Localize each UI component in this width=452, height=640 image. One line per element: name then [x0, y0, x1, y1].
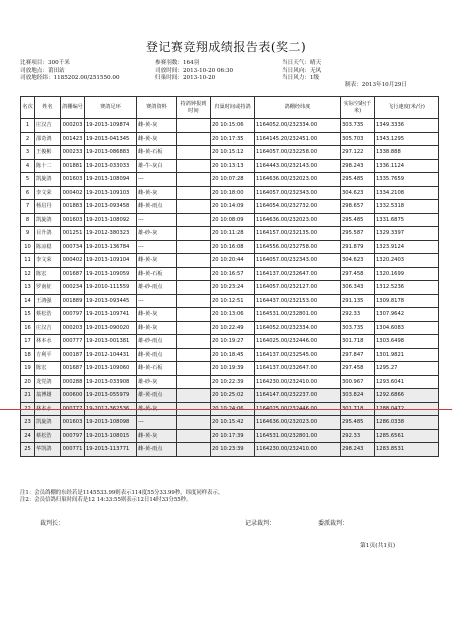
table-cell: 295.485 — [341, 173, 375, 187]
table-cell: 20 10:12:51 — [211, 294, 255, 308]
table-cell — [177, 227, 211, 241]
table-cell: 9 — [21, 227, 35, 241]
table-cell: 20 10:17:35 — [211, 132, 255, 146]
table-cell — [177, 308, 211, 322]
column-header: 鸽棚编号 — [61, 97, 85, 119]
table-cell: 翁博雄 — [35, 389, 61, 403]
table-cell: 雌-黄-灰 — [137, 132, 177, 146]
table-cell: 1164531.00/232801.00 — [255, 308, 341, 322]
table-cell: 1164052.00/232334.00 — [255, 119, 341, 133]
table-cell — [177, 362, 211, 376]
table-cell: 20 10:22:49 — [211, 321, 255, 335]
table-cell: 19-2013-108098 — [85, 416, 137, 430]
table-cell: 雌-黄-灰 — [137, 186, 177, 200]
table-cell: --- — [137, 240, 177, 254]
table-cell: 000234 — [61, 281, 85, 295]
weather: 当日天气：晴天 — [282, 60, 322, 66]
table-cell: 4 — [21, 159, 35, 173]
table-cell: 25 — [21, 443, 35, 457]
table-cell: --- — [137, 173, 177, 187]
table-cell: 蔡松浩 — [35, 308, 61, 322]
table-cell: 000203 — [61, 321, 85, 335]
table-cell: 陈十二 — [35, 159, 61, 173]
table-cell: 295.485 — [341, 213, 375, 227]
column-header: 姓名 — [35, 97, 61, 119]
table-cell: 雌-黄-灰 — [137, 429, 177, 443]
table-cell: 19-2013-109059 — [85, 267, 137, 281]
table-cell: 19-2012-380323 — [85, 227, 137, 241]
table-cell: 1164057.00/232127.00 — [255, 281, 341, 295]
release-time: 司放时间：2013-10-20 06:30 — [155, 67, 234, 74]
table-cell: 雌-黄-石板 — [137, 362, 177, 376]
table-cell — [177, 389, 211, 403]
table-cell: 297.458 — [341, 362, 375, 376]
column-header: 实际空距(千米) — [341, 97, 375, 119]
table-cell — [177, 254, 211, 268]
table-cell: 000203 — [61, 119, 85, 133]
table-cell: --- — [137, 416, 177, 430]
wind-direction: 当日风向：无风 — [282, 67, 322, 74]
table-cell: 001889 — [61, 294, 85, 308]
table-cell — [177, 429, 211, 443]
table-cell: 1164636.00/232023.00 — [255, 173, 341, 187]
table-cell: 1292.6866 — [375, 389, 439, 403]
table-cell: 20 10:16:57 — [211, 267, 255, 281]
table-cell: 19-2012-104431 — [85, 348, 137, 362]
note-1: 注1：会员鸽棚的东经若是1145533.99则表示114度55分33.99秒，纬度同样表示。 — [20, 490, 224, 496]
table-cell: 18 — [21, 348, 35, 362]
table-cell: 24 — [21, 429, 35, 443]
table-cell — [177, 186, 211, 200]
table-cell: 295.485 — [341, 416, 375, 430]
table-cell: 1331.6875 — [375, 213, 439, 227]
table-row — [21, 348, 439, 362]
table-cell: 邵奇鸿 — [35, 132, 61, 146]
table-row — [21, 254, 439, 268]
table-cell: 7 — [21, 200, 35, 214]
table-cell — [177, 132, 211, 146]
table-cell: 17 — [21, 335, 35, 349]
table-cell: 王俊彬 — [35, 146, 61, 160]
table-cell: 8 — [21, 213, 35, 227]
table-cell: 20 10:23:39 — [211, 443, 255, 457]
table-cell: 1164025.00/232446.00 — [255, 335, 341, 349]
table-cell: 雄-砂-雨点 — [137, 335, 177, 349]
table-cell: 1343.1295 — [375, 132, 439, 146]
table-cell: 297.122 — [341, 146, 375, 160]
red-divider-line — [0, 409, 452, 410]
table-cell: 000771 — [61, 443, 85, 457]
table-body — [21, 119, 439, 457]
table-cell: 300.967 — [341, 375, 375, 389]
table-row — [21, 200, 439, 214]
table-cell: 19-2013-001381 — [85, 335, 137, 349]
table-cell: 1164230.00/232410.00 — [255, 375, 341, 389]
table-cell: 20 10:15:06 — [211, 119, 255, 133]
table-cell: 001603 — [61, 173, 85, 187]
table-cell: 19-2013-108092 — [85, 213, 137, 227]
table-row — [21, 281, 439, 295]
table-cell: 20 10:07:28 — [211, 173, 255, 187]
table-cell: 1285.6561 — [375, 429, 439, 443]
table-cell: 雌-黄-石板 — [137, 267, 177, 281]
table-cell: 000777 — [61, 335, 85, 349]
table-cell: 000797 — [61, 308, 85, 322]
table-cell: 1164057.00/232258.00 — [255, 146, 341, 160]
table-cell — [177, 294, 211, 308]
table-cell: 1164137.00/232545.00 — [255, 348, 341, 362]
table-cell — [177, 267, 211, 281]
table-cell: 000402 — [61, 186, 85, 200]
table-cell: 292.33 — [341, 429, 375, 443]
table-cell: 001423 — [61, 132, 85, 146]
column-header: 赛鸽资料 — [137, 97, 177, 119]
table-cell: 雄-砂-灰 — [137, 375, 177, 389]
table-cell: 6 — [21, 186, 35, 200]
table-cell: 1164636.00/232023.00 — [255, 213, 341, 227]
table-cell: 10 — [21, 240, 35, 254]
table-cell: 20 10:18:00 — [211, 186, 255, 200]
table-cell: 1164057.00/232343.00 — [255, 186, 341, 200]
table-cell: 292.33 — [341, 308, 375, 322]
page-number: 第1页(共1页) — [360, 543, 396, 549]
table-cell: 1312.5236 — [375, 281, 439, 295]
table-cell: 1164636.00/232023.00 — [255, 416, 341, 430]
table-cell: 291.135 — [341, 294, 375, 308]
table-cell: 雌-黄-灰 — [137, 254, 177, 268]
column-header: 鸽棚经纬度 — [255, 97, 341, 119]
table-cell: 20 10:19:27 — [211, 335, 255, 349]
table-cell: 杨启丹 — [35, 200, 61, 214]
table-cell: 5 — [21, 173, 35, 187]
release-coordinates: 司放地经纬：1185202.00/251550.00 — [20, 75, 120, 81]
table-cell: 林本水 — [35, 335, 61, 349]
table-cell: 庄汉吉 — [35, 119, 61, 133]
table-cell: 20 10:20:44 — [211, 254, 255, 268]
table-cell: 20 10:14:09 — [211, 200, 255, 214]
table-cell: 000797 — [61, 429, 85, 443]
table-cell: 000288 — [61, 375, 85, 389]
info-col-1 — [20, 60, 120, 83]
table-row — [21, 321, 439, 335]
table-cell: 303.824 — [341, 389, 375, 403]
table-row — [21, 443, 439, 457]
info-col-2 — [155, 60, 233, 83]
table-cell — [177, 146, 211, 160]
table-cell: 303.735 — [341, 321, 375, 335]
table-cell: 19-2013-108015 — [85, 429, 137, 443]
table-cell: 304.623 — [341, 254, 375, 268]
table-cell: --- — [137, 294, 177, 308]
table-cell: 王鸿强 — [35, 294, 61, 308]
table-cell: 19-2013-109874 — [85, 119, 137, 133]
table-cell: 297.458 — [341, 267, 375, 281]
table-cell: 000600 — [61, 389, 85, 403]
table-cell: 1329.3397 — [375, 227, 439, 241]
table-cell: 1164054.00/232732.00 — [255, 200, 341, 214]
table-cell: 1164137.00/232647.00 — [255, 267, 341, 281]
entries-count: 参赛羽数：164羽 — [155, 60, 200, 66]
table-cell: 19 — [21, 362, 35, 376]
table-cell: 目升鸽 — [35, 227, 61, 241]
table-cell: 雌-黄-灰 — [137, 321, 177, 335]
table-row — [21, 416, 439, 430]
table-cell: 1307.9642 — [375, 308, 439, 322]
table-cell: 雄-牛-灰白 — [137, 159, 177, 173]
table-cell: 12 — [21, 267, 35, 281]
table-cell: 1 — [21, 119, 35, 133]
table-header — [21, 97, 439, 119]
table-cell: 301.718 — [341, 335, 375, 349]
table-cell — [177, 375, 211, 389]
table-cell: 19-2013-033033 — [85, 159, 137, 173]
table-row — [21, 186, 439, 200]
table-row — [21, 335, 439, 349]
table-cell: 15 — [21, 308, 35, 322]
table-cell: 雌-黄-石板 — [137, 146, 177, 160]
table-cell: 20 10:16:08 — [211, 240, 255, 254]
table-cell: 20 10:15:12 — [211, 146, 255, 160]
table-cell: 13 — [21, 281, 35, 295]
table-cell — [177, 159, 211, 173]
table-cell: 19-2013-109104 — [85, 254, 137, 268]
table-cell: 001687 — [61, 362, 85, 376]
table-cell: --- — [137, 213, 177, 227]
table-cell: 1309.8178 — [375, 294, 439, 308]
table-cell: 20 10:13:06 — [211, 308, 255, 322]
table-row — [21, 240, 439, 254]
table-cell: 19-2013-109060 — [85, 362, 137, 376]
table-cell: 雄-砂-雨点 — [137, 281, 177, 295]
table-cell: 雌-黄-雨点 — [137, 443, 177, 457]
table-cell: 1164531.00/232801.00 — [255, 429, 341, 443]
table-cell: 华凯鸽 — [35, 443, 61, 457]
committee-signature: 委派裁判： — [318, 520, 349, 527]
table-cell — [177, 321, 211, 335]
table-cell: 303.735 — [341, 119, 375, 133]
recorder-signature: 记录裁判： — [245, 520, 276, 527]
table-cell: 20 10:13:13 — [211, 159, 255, 173]
table-cell: 1164230.00/232410.00 — [255, 443, 341, 457]
table-row — [21, 362, 439, 376]
table-cell: 1164145.20/232451.00 — [255, 132, 341, 146]
table-cell: 20 — [21, 375, 35, 389]
table-cell: 雄-砂-灰 — [137, 227, 177, 241]
table-cell: 1336.1124 — [375, 159, 439, 173]
table-cell: 001603 — [61, 416, 85, 430]
table-row — [21, 227, 439, 241]
table-cell: 1301.9821 — [375, 348, 439, 362]
table-cell: 19-2013-093458 — [85, 200, 137, 214]
table-row — [21, 159, 439, 173]
table-cell: 1334.2108 — [375, 186, 439, 200]
table-cell: 19-2013-093445 — [85, 294, 137, 308]
table-row — [21, 132, 439, 146]
table-row — [21, 308, 439, 322]
table-cell: 001251 — [61, 227, 85, 241]
table-cell: 306.343 — [341, 281, 375, 295]
table-row — [21, 294, 439, 308]
table-cell: 雌-黄-雨点 — [137, 348, 177, 362]
table-cell: 19-2013-136784 — [85, 240, 137, 254]
table-cell: 雌-黄-灰 — [137, 119, 177, 133]
table-cell: 凯旋鸽 — [35, 416, 61, 430]
table-cell: 1332.5318 — [375, 200, 439, 214]
table-cell: 凯旋鸽 — [35, 173, 61, 187]
table-cell: 14 — [21, 294, 35, 308]
release-location: 司放地点：莆田站 — [20, 67, 65, 74]
table-cell: 305.703 — [341, 132, 375, 146]
table-cell: 方利平 — [35, 348, 61, 362]
column-header: 持鸽钟报到时间 — [177, 97, 211, 119]
table-cell: 000187 — [61, 348, 85, 362]
table-cell — [177, 173, 211, 187]
table-cell: 20 10:08:09 — [211, 213, 255, 227]
table-cell: 1295.27 — [375, 362, 439, 376]
table-cell: 1349.3336 — [375, 119, 439, 133]
table-cell: 雄-黄-雨点 — [137, 389, 177, 403]
table-cell: 1303.6498 — [375, 335, 439, 349]
table-cell: 19-2013-109103 — [85, 186, 137, 200]
table-cell: 1164443.00/232143.00 — [255, 159, 341, 173]
table-cell: 1320.1699 — [375, 267, 439, 281]
table-cell: 陈宏 — [35, 362, 61, 376]
note-2: 注2：会员信鸽归巢时间若是12 14:33:55则表示12日14时33分55秒。 — [20, 497, 192, 503]
info-col-3 — [282, 60, 321, 83]
table-cell: 龙党鸽 — [35, 375, 61, 389]
return-time: 归巢时间：2013-10-20 — [155, 75, 216, 81]
table-row — [21, 429, 439, 443]
table-cell: 298.657 — [341, 200, 375, 214]
table-cell: 19-2013-109741 — [85, 308, 137, 322]
table-cell: 1164556.00/232758.00 — [255, 240, 341, 254]
table-cell: 295.587 — [341, 227, 375, 241]
table-cell: 1323.9124 — [375, 240, 439, 254]
table-cell: 1283.8531 — [375, 443, 439, 457]
table-row — [21, 213, 439, 227]
table-cell: 3 — [21, 146, 35, 160]
table-cell: 297.847 — [341, 348, 375, 362]
table-cell: 000402 — [61, 254, 85, 268]
table-cell: 1164157.00/232135.00 — [255, 227, 341, 241]
table-cell: 21 — [21, 389, 35, 403]
table-cell — [177, 200, 211, 214]
table-cell: 20 10:15:42 — [211, 416, 255, 430]
table-cell: 1164137.00/232647.00 — [255, 362, 341, 376]
column-header: 归巢时间或持鸽 — [211, 97, 255, 119]
table-cell: 雌-黄-灰 — [137, 308, 177, 322]
table-row — [21, 146, 439, 160]
table-cell: 陈凉稳 — [35, 240, 61, 254]
referee-signature: 裁判长： — [40, 520, 65, 527]
table-cell: 001883 — [61, 200, 85, 214]
table-cell: 000734 — [61, 240, 85, 254]
table-cell: 1286.0338 — [375, 416, 439, 430]
table-cell: 20 10:25:02 — [211, 389, 255, 403]
table-cell: 李文荣 — [35, 186, 61, 200]
table-cell — [177, 416, 211, 430]
table-cell: 2 — [21, 132, 35, 146]
table-cell — [177, 213, 211, 227]
table-cell: 20 10:19:39 — [211, 362, 255, 376]
table-cell: 20 10:17:39 — [211, 429, 255, 443]
table-row — [21, 389, 439, 403]
table-cell: 1164437.00/232153.00 — [255, 294, 341, 308]
table-cell: 001603 — [61, 213, 85, 227]
table-cell: 19-2013-090020 — [85, 321, 137, 335]
table-cell: 19-2013-086883 — [85, 146, 137, 160]
table-cell: 19-2013-055979 — [85, 389, 137, 403]
table-cell — [177, 335, 211, 349]
table-cell: 11 — [21, 254, 35, 268]
table-cell: 李文荣 — [35, 254, 61, 268]
table-cell: 20 10:18:45 — [211, 348, 255, 362]
table-date: 制表：2013年10月29日 — [345, 82, 408, 88]
table-row — [21, 267, 439, 281]
table-cell: 陈宏 — [35, 267, 61, 281]
table-cell: 1293.6041 — [375, 375, 439, 389]
table-cell: 庄汉吉 — [35, 321, 61, 335]
table-cell: 16 — [21, 321, 35, 335]
table-cell: 1164057.00/232343.00 — [255, 254, 341, 268]
table-cell: 291.879 — [341, 240, 375, 254]
table-cell: 20 10:22:39 — [211, 375, 255, 389]
table-cell: 罗南征 — [35, 281, 61, 295]
table-row — [21, 375, 439, 389]
table-cell: 20 10:11:28 — [211, 227, 255, 241]
wind-force: 当日风力：1级 — [282, 75, 320, 81]
table-cell — [177, 348, 211, 362]
table-cell: 雌-黄-雨点 — [137, 200, 177, 214]
column-header: 名次 — [21, 97, 35, 119]
table-row — [21, 119, 439, 133]
table-cell — [177, 119, 211, 133]
table-cell: 23 — [21, 416, 35, 430]
table-cell: 1335.7659 — [375, 173, 439, 187]
table-cell: 19-2013-113771 — [85, 443, 137, 457]
report-title: 登记赛竞翔成绩报告表(奖二) — [145, 40, 307, 54]
table-cell: 19-2013-041345 — [85, 132, 137, 146]
table-cell: 19-2010-111559 — [85, 281, 137, 295]
table-cell: 20 10:23:24 — [211, 281, 255, 295]
table-cell: 1338.888 — [375, 146, 439, 160]
table-cell: 1164052.00/232334.00 — [255, 321, 341, 335]
table-cell — [177, 240, 211, 254]
column-header: 飞行速度(米/分) — [375, 97, 439, 119]
results-table — [20, 96, 439, 457]
table-cell: 000233 — [61, 146, 85, 160]
table-cell: 304.623 — [341, 186, 375, 200]
table-cell: 19-2013-033908 — [85, 375, 137, 389]
table-row — [21, 173, 439, 187]
table-cell: 298.243 — [341, 159, 375, 173]
table-cell: 凯旋鸽 — [35, 213, 61, 227]
table-cell: 蔡松浩 — [35, 429, 61, 443]
table-cell: 001881 — [61, 159, 85, 173]
table-cell — [177, 281, 211, 295]
table-cell: 1304.6083 — [375, 321, 439, 335]
table-cell: 19-2013-108094 — [85, 173, 137, 187]
table-cell: 298.243 — [341, 443, 375, 457]
column-header: 赛鸽足环 — [85, 97, 137, 119]
notes — [20, 490, 223, 504]
table-cell: 001687 — [61, 267, 85, 281]
event-item: 比赛项目：300千米 — [20, 60, 70, 66]
table-cell: 1164147.00/232237.00 — [255, 389, 341, 403]
table-cell — [177, 443, 211, 457]
table-cell: 1320.2403 — [375, 254, 439, 268]
